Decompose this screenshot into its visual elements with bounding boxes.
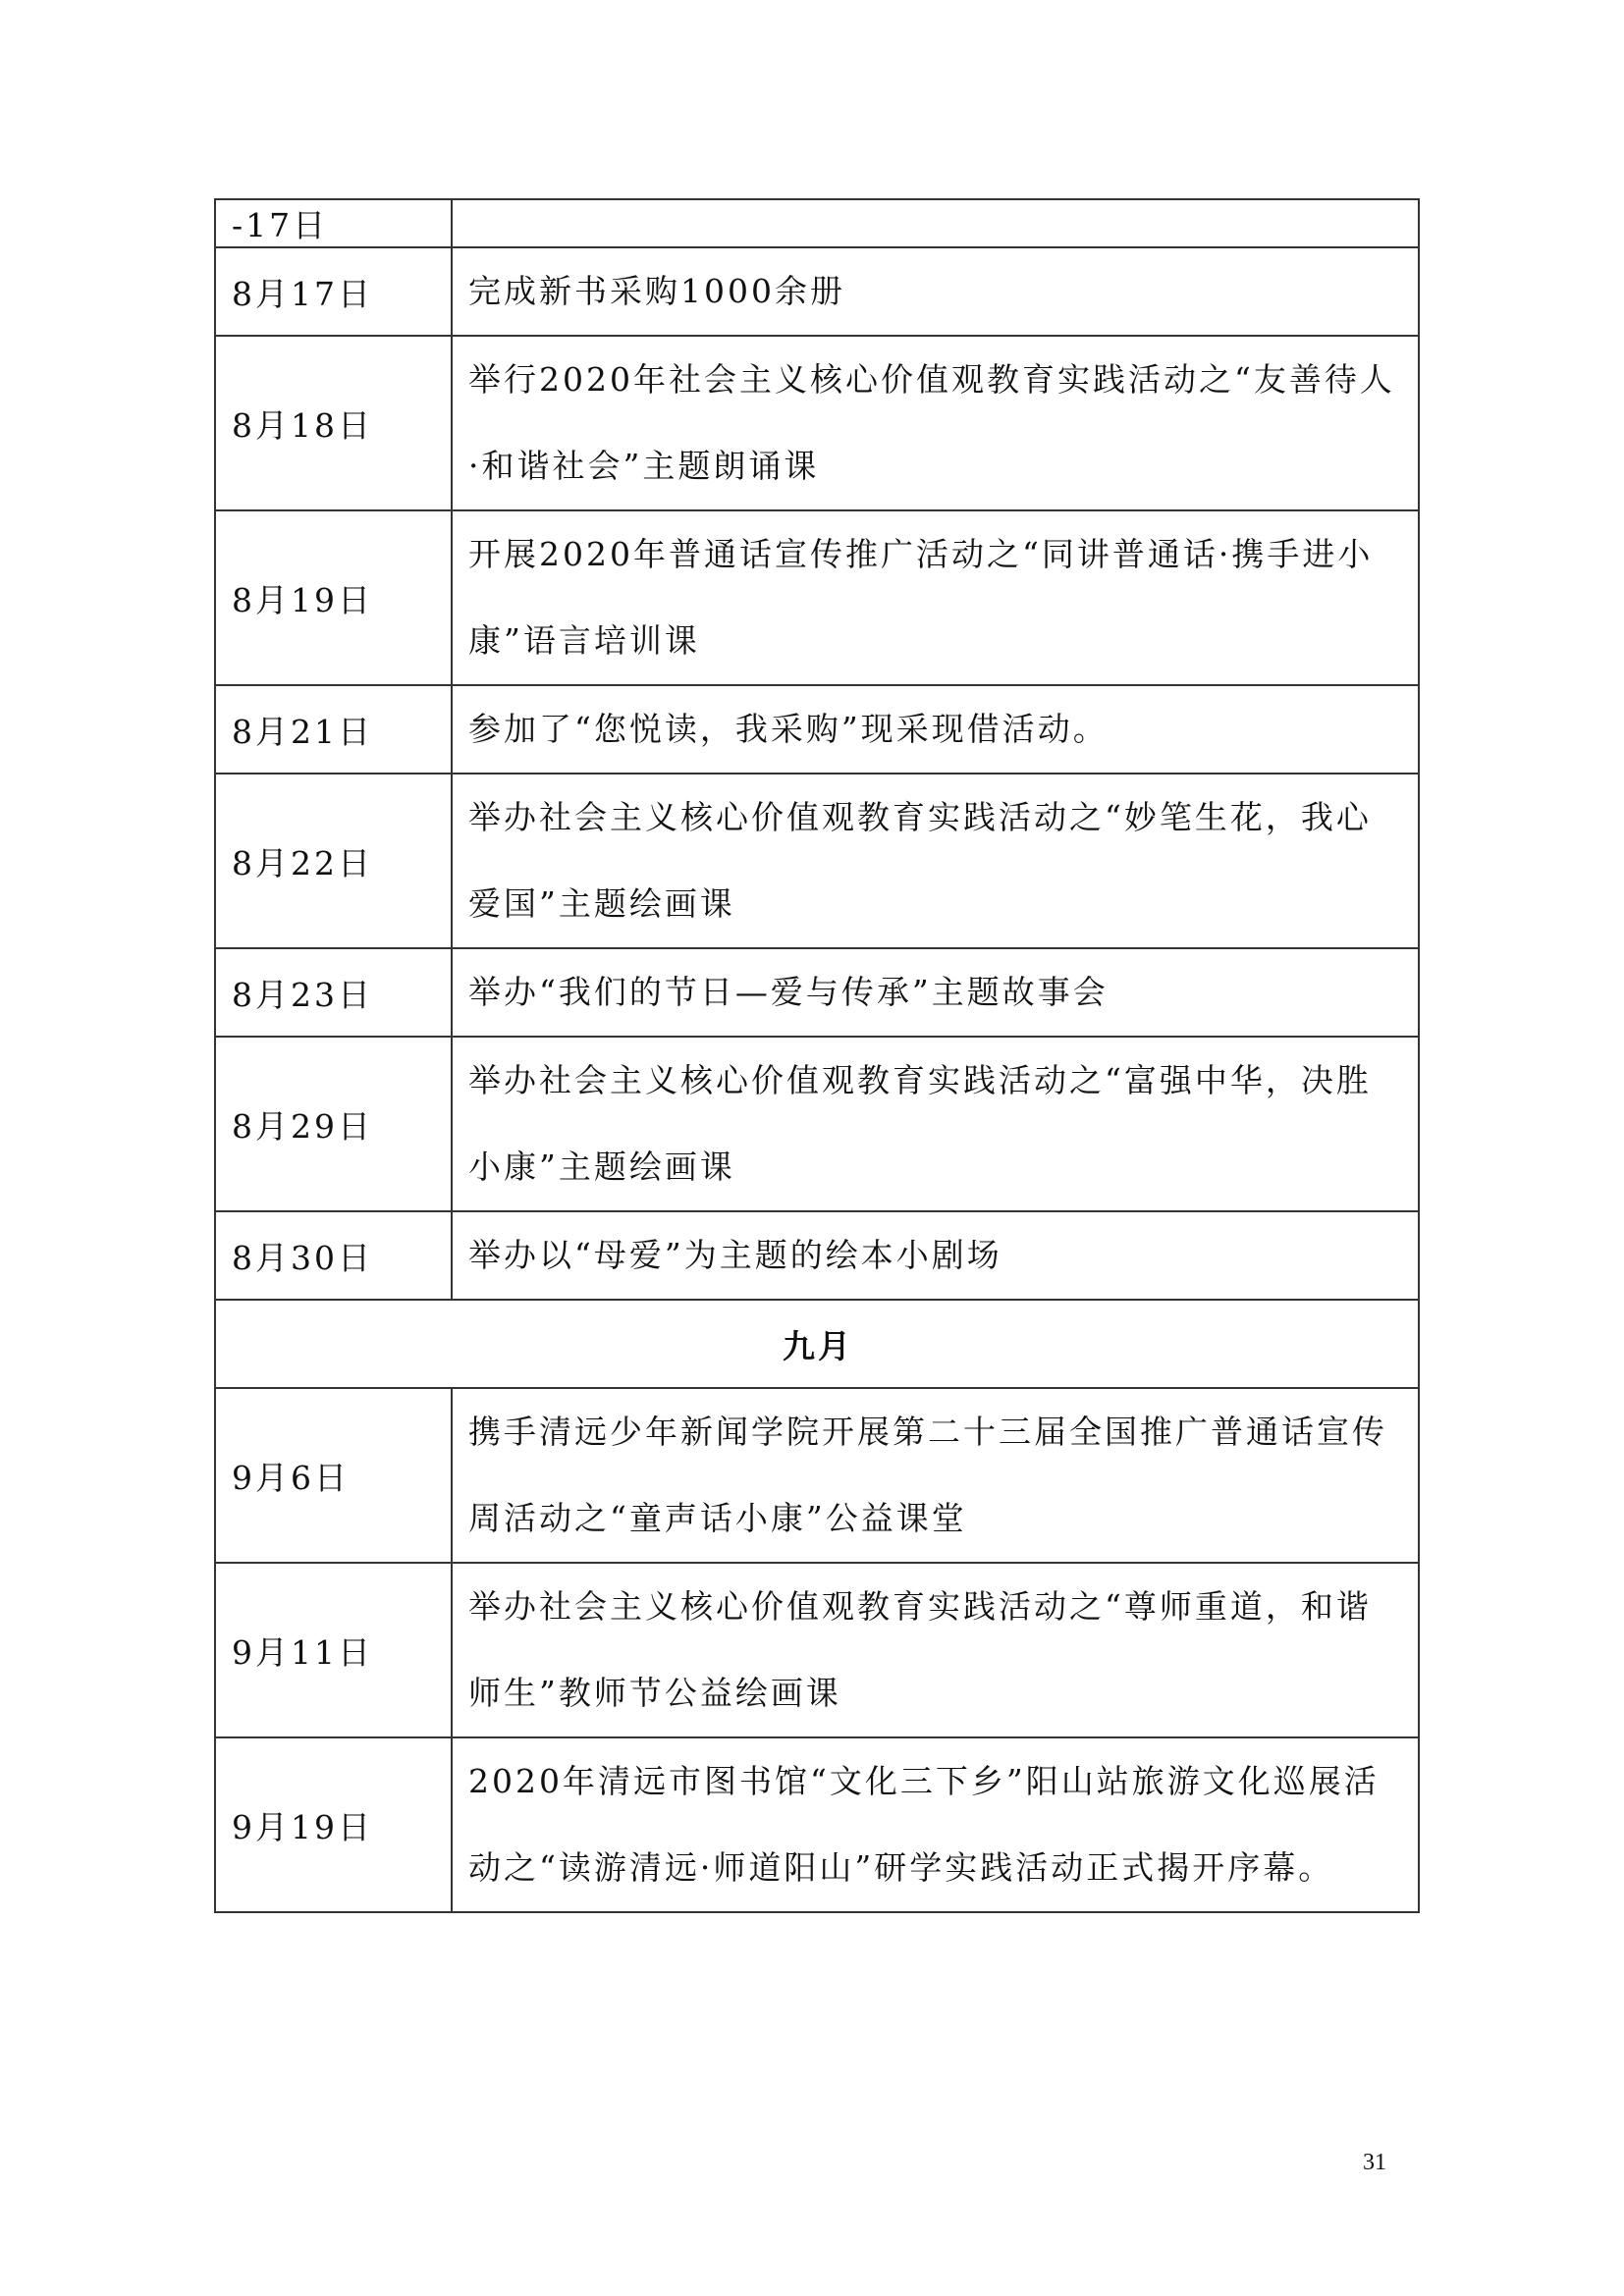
table-row xyxy=(215,336,1419,510)
activity-cell: 举办社会主义核心价值观教育实践活动之“富强中华，决胜小康”主题绘画课 xyxy=(452,1037,1419,1211)
table-row xyxy=(215,199,1419,247)
month-header-september: 九月 xyxy=(215,1300,1419,1388)
activity-schedule-table xyxy=(214,198,1420,1913)
activity-cell: 举行2020年社会主义核心价值观教育实践活动之“友善待人·和谐社会”主题朗诵课 xyxy=(452,336,1419,510)
table-row xyxy=(215,1037,1419,1211)
table-row xyxy=(215,1211,1419,1300)
date-cell: 8月23日 xyxy=(215,948,452,1037)
activity-cell: 举办以“母爱”为主题的绘本小剧场 xyxy=(452,1211,1419,1300)
date-cell: -17日 xyxy=(215,199,452,247)
activity-cell: 举办社会主义核心价值观教育实践活动之“尊师重道，和谐师生”教师节公益绘画课 xyxy=(452,1563,1419,1737)
date-cell: 9月11日 xyxy=(215,1563,452,1737)
table-row xyxy=(215,1563,1419,1737)
date-cell: 8月18日 xyxy=(215,336,452,510)
table-row xyxy=(215,1388,1419,1563)
date-cell: 8月19日 xyxy=(215,510,452,685)
date-cell: 8月17日 xyxy=(215,247,452,336)
table-row xyxy=(215,948,1419,1037)
activity-cell: 参加了“您悦读，我采购”现采现借活动。 xyxy=(452,685,1419,774)
date-cell: 9月6日 xyxy=(215,1388,452,1563)
activity-cell: 开展2020年普通话宣传推广活动之“同讲普通话·携手进小康”语言培训课 xyxy=(452,510,1419,685)
activity-cell: 举办社会主义核心价值观教育实践活动之“妙笔生花，我心爱国”主题绘画课 xyxy=(452,774,1419,948)
activity-cell: 完成新书采购1000余册 xyxy=(452,247,1419,336)
date-cell: 8月29日 xyxy=(215,1037,452,1211)
activity-cell xyxy=(452,199,1419,247)
date-cell: 8月21日 xyxy=(215,685,452,774)
date-cell: 9月19日 xyxy=(215,1737,452,1912)
date-cell: 8月30日 xyxy=(215,1211,452,1300)
table-row xyxy=(215,510,1419,685)
month-header-row xyxy=(215,1300,1419,1388)
table-row xyxy=(215,247,1419,336)
table-row xyxy=(215,774,1419,948)
page-number: 31 xyxy=(1363,2150,1386,2175)
activity-cell: 携手清远少年新闻学院开展第二十三届全国推广普通话宣传周活动之“童声话小康”公益课堂 xyxy=(452,1388,1419,1563)
activity-cell: 2020年清远市图书馆“文化三下乡”阳山站旅游文化巡展活动之“读游清远·师道阳山”研学实践活动正式揭开序幕。 xyxy=(452,1737,1419,1912)
table-row xyxy=(215,1737,1419,1912)
date-cell: 8月22日 xyxy=(215,774,452,948)
table-row xyxy=(215,685,1419,774)
activity-cell: 举办“我们的节日—爱与传承”主题故事会 xyxy=(452,948,1419,1037)
